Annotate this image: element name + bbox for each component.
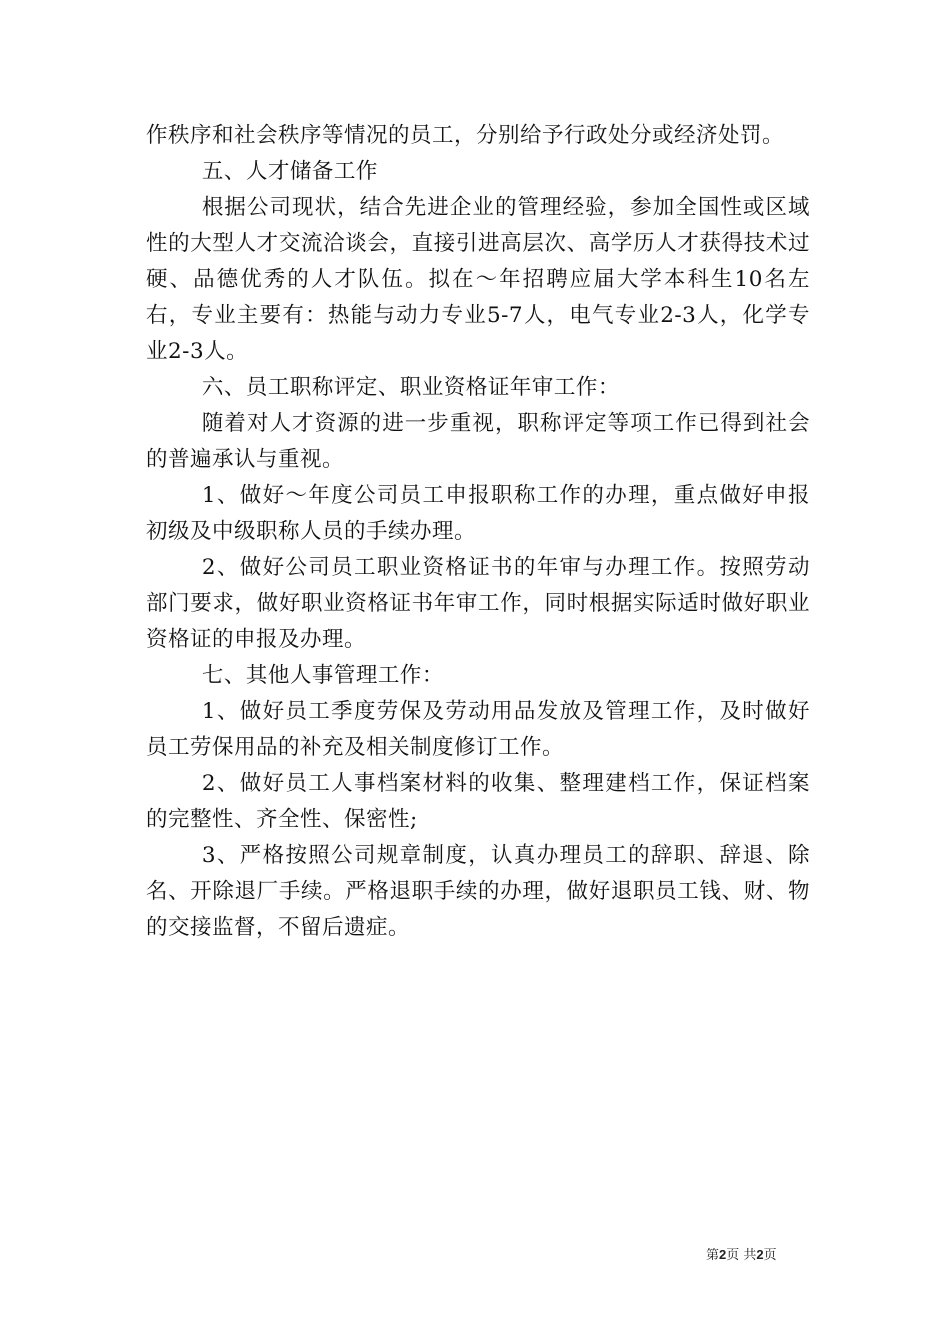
paragraph: 作秩序和社会秩序等情况的员工，分别给予行政处分或经济处罚。 [146,123,785,148]
section-heading-other-hr-work: 七、其他人事管理工作： [201,663,444,688]
list-item: 1、做好员工季度劳保及劳动用品发放及管理工作，及时做好员工劳保用品的补充及相关制度修订工作。 [146,699,810,760]
footer-current-page: 2 [719,1247,727,1262]
section-heading-title-evaluation: 六、员工职称评定、职业资格证年审工作： [201,375,620,400]
paragraph: 随着对人才资源的进一步重视，职称评定等项工作已得到社会的普遍承认与重视。 [146,411,810,472]
footer-suffix: 页 [763,1248,777,1263]
document-body [146,118,810,946]
footer-total-pages: 2 [756,1247,764,1262]
section-heading-talent-reserve: 五、人才储备工作 [201,159,378,184]
paragraph: 根据公司现状，结合先进企业的管理经验，参加全国性或区域性的大型人才交流洽谈会，直接引进高层次、高学历人才获得技术过硬、品德优秀的人才队伍。拟在～年招聘应届大学本科生10名左右，专业主要有：热能与动力专业5-7人，电气专业2-3人，化学专业2-3人。 [146,195,810,364]
list-item: 1、做好～年度公司员工申报职称工作的办理，重点做好申报初级及中级职称人员的手续办理。 [146,483,810,544]
list-item: 3、严格按照公司规章制度，认真办理员工的辞职、辞退、除名、开除退厂手续。严格退职手续的办理，做好退职员工钱、财、物的交接监督，不留后遗症。 [146,843,810,940]
footer-middle: 页 共 [726,1248,757,1263]
page-footer [706,1246,826,1265]
list-item: 2、做好员工人事档案材料的收集、整理建档工作，保证档案的完整性、齐全性、保密性; [146,771,810,832]
list-item: 2、做好公司员工职业资格证书的年审与办理工作。按照劳动部门要求，做好职业资格证书年审工作，同时根据实际适时做好职业资格证的申报及办理。 [146,555,810,652]
footer-prefix: 第 [706,1248,720,1263]
